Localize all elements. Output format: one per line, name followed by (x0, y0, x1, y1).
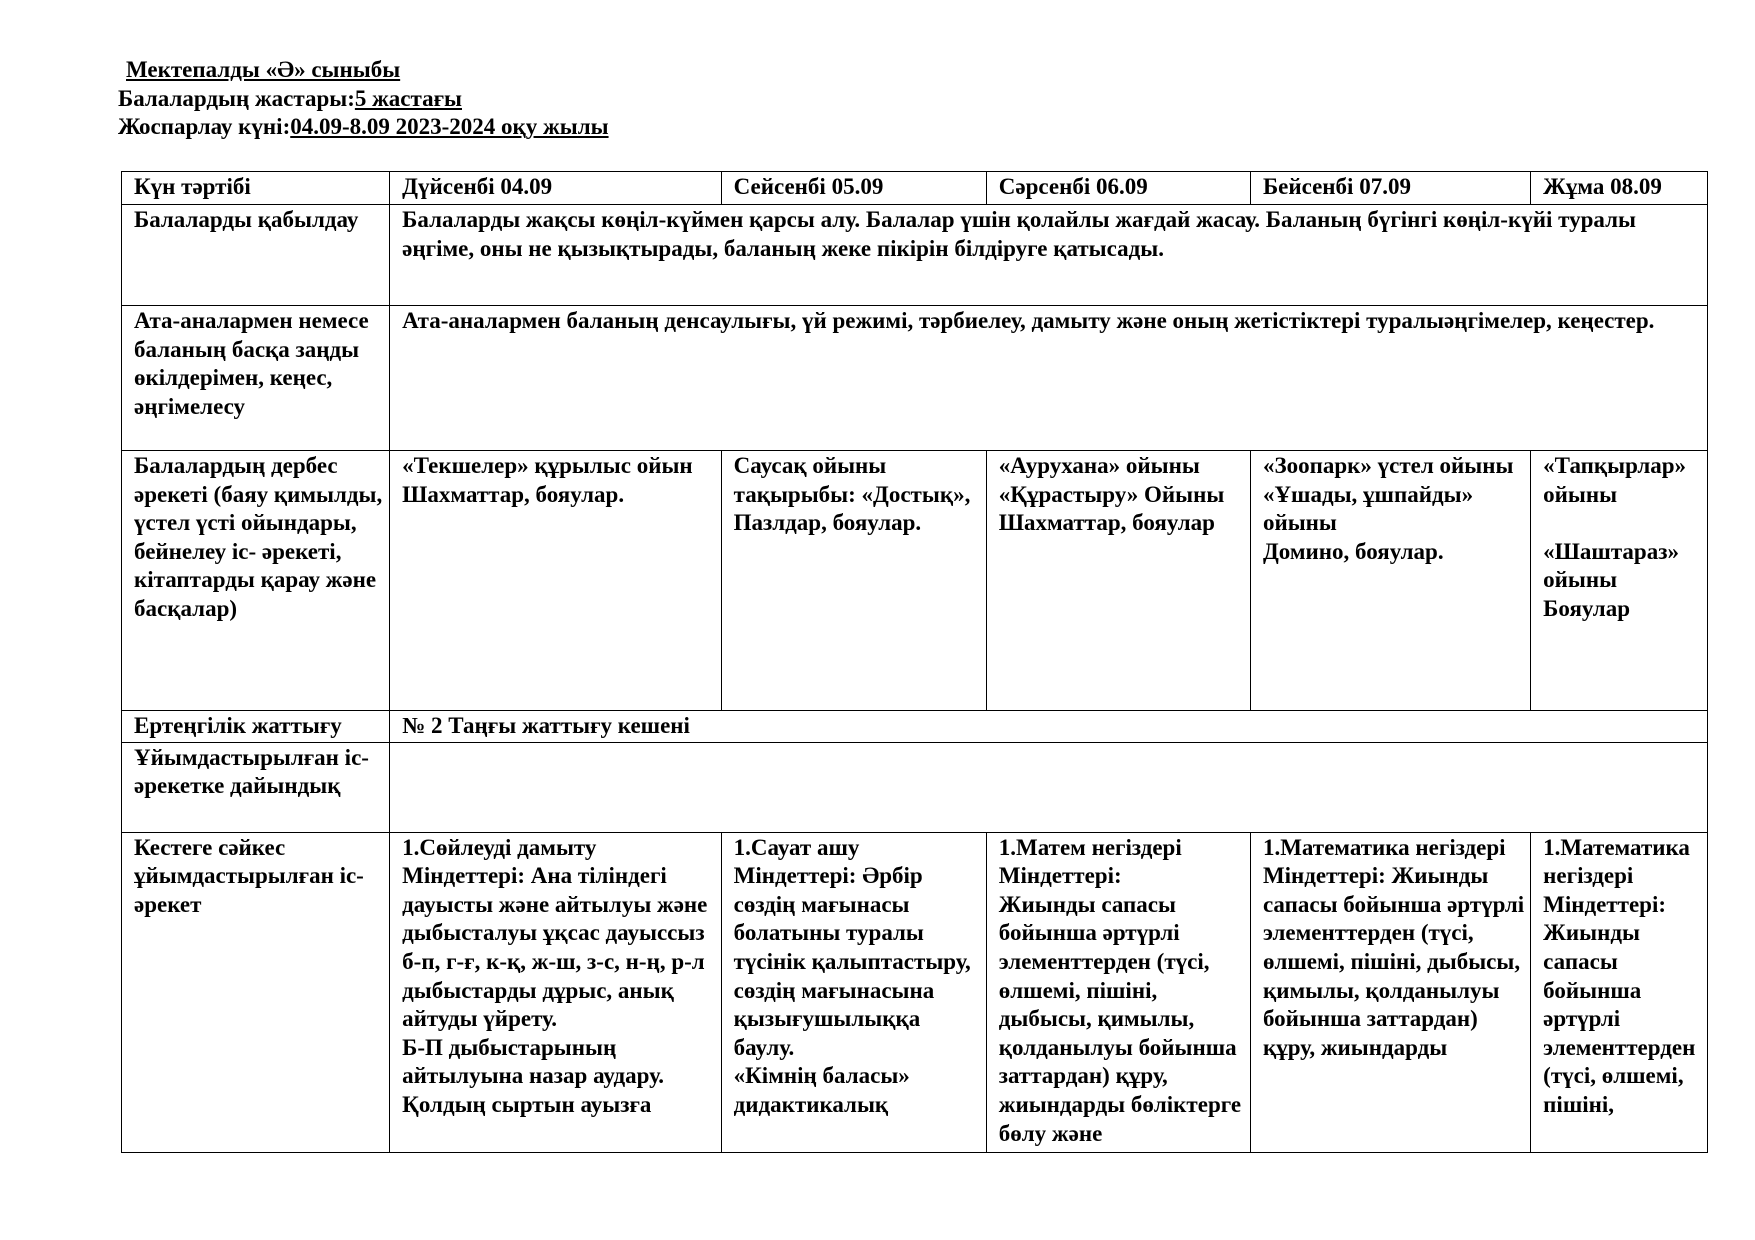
lesson-cell-tuesday: 1.Сауат ашу Міндеттері: Әрбір сөздің мағынасы болатыны туралы түсінік қалыптастыру, сөздің мағынасына қызығушылыққа баулу. «Кімнің баласы» дидактикалық (721, 832, 986, 1152)
lesson-cell-wednesday: 1.Матем негіздері Міндеттері: Жиынды сапасы бойынша әртүрлі элементтерден (түсі, өлшемі, пішіні, дыбысы, қимылы, қолданылуы бойынша заттардан) құру, жиындарды бөліктерге бөлу және (986, 832, 1250, 1152)
preparation-text (390, 742, 1708, 832)
col-header-thursday: Бейсенбі 07.09 (1250, 172, 1530, 205)
col-header-friday: Жұма 08.09 (1531, 172, 1708, 205)
date-label: Жоспарлау күні: (118, 114, 291, 139)
date-value: 04.09-8.09 2023-2024 оқу жылы (290, 114, 609, 139)
age-label: Балалардың жастары: (118, 85, 355, 111)
document-header (118, 56, 609, 142)
table-row (122, 742, 1708, 832)
col-header-tuesday: Сейсенбі 05.09 (721, 172, 986, 205)
weekly-plan-table (121, 171, 1708, 1153)
table-row (122, 832, 1708, 1152)
age-line (118, 85, 609, 114)
activity-cell-monday: «Текшелер» құрылыс ойын Шахматтар, бояулар. (390, 451, 721, 711)
table-row (122, 711, 1708, 743)
activity-cell-thursday: «Зоопарк» үстел ойыны «Ұшады, ұшпайды» ойыны Домино, бояулар. (1250, 451, 1530, 711)
table-row (122, 451, 1708, 711)
morning-exercise-text: № 2 Таңғы жаттығу кешені (390, 711, 1708, 743)
activity-cell-friday: «Тапқырлар» ойыны «Шаштараз» ойыны Бояулар (1531, 451, 1708, 711)
date-line (118, 113, 609, 142)
lesson-cell-thursday: 1.Математика негіздері Міндеттері: Жиынды сапасы бойынша әртүрлі элементтерден (түсі, өлшемі, пішіні, дыбысы, қимылы, қолданылуы бойынша заттардан) құру, жиындарды (1250, 832, 1530, 1152)
row-label-parents: Ата-аналармен немесе баланың басқа заңды өкілдерімен, кеңес, әңгімелесу (122, 306, 390, 451)
table-header-row (122, 172, 1708, 205)
row-label-organized-activity: Кестеге сәйкес ұйымдастырылған іс- әрекет (122, 832, 390, 1152)
lesson-cell-monday: 1.Сөйлеуді дамыту Міндеттері: Ана тіліндегі дауысты және айтылуы және дыбысталуы ұқсас дауыссыз б-п, г-ғ, к-қ, ж-ш, з-с, н-ң, р-л дыбыстарды дұрыс, анық айтуды үйрету. Б-П дыбыстарының айтылуына назар аудару. Қолдың сыртын ауызға (390, 832, 721, 1152)
age-value: 5 жастағы (354, 85, 462, 111)
row-label-preparation: Ұйымдастырылған іс- әрекетке дайындық (122, 742, 390, 832)
col-header-wednesday: Сәрсенбі 06.09 (986, 172, 1250, 205)
group-title: Мектепалды «Ә» сыныбы (126, 57, 401, 82)
activity-cell-wednesday: «Аурухана» ойыны «Құрастыру» Ойыны Шахматтар, бояулар (986, 451, 1250, 711)
row-label-independent-activity: Балалардың дербес әрекеті (баяу қимылды, үстел үсті ойындары, бейнелеу іс- әрекеті, кітаптарды қарау және басқалар) (122, 451, 390, 711)
row-label-morning-exercise: Ертеңгілік жаттығу (122, 711, 390, 743)
row-label-reception: Балаларды қабылдау (122, 205, 390, 306)
table-row (122, 306, 1708, 451)
table-row (122, 205, 1708, 306)
reception-text: Балаларды жақсы көңіл-күймен қарсы алу. Балалар үшін қолайлы жағдай жасау. Баланың бүгінгі көңіл-күйі туралы әңгіме, оны не қызықтырады, баланың жеке пікірін білдіруге қатысады. (390, 205, 1708, 306)
col-header-monday: Дүйсенбі 04.09 (390, 172, 721, 205)
activity-cell-tuesday: Саусақ ойыны тақырыбы: «Достық», Пазлдар, бояулар. (721, 451, 986, 711)
col-header-schedule: Күн тәртібі (122, 172, 390, 205)
lesson-cell-friday: 1.Математика негіздері Міндеттері: Жиынды сапасы бойынша әртүрлі элементтерден (түсі, өлшемі, пішіні, (1531, 832, 1708, 1152)
parents-text: Ата-аналармен баланың денсаулығы, үй режимі, тәрбиелеу, дамыту және оның жетістіктері туралыәңгімелер, кеңестер. (390, 306, 1708, 451)
